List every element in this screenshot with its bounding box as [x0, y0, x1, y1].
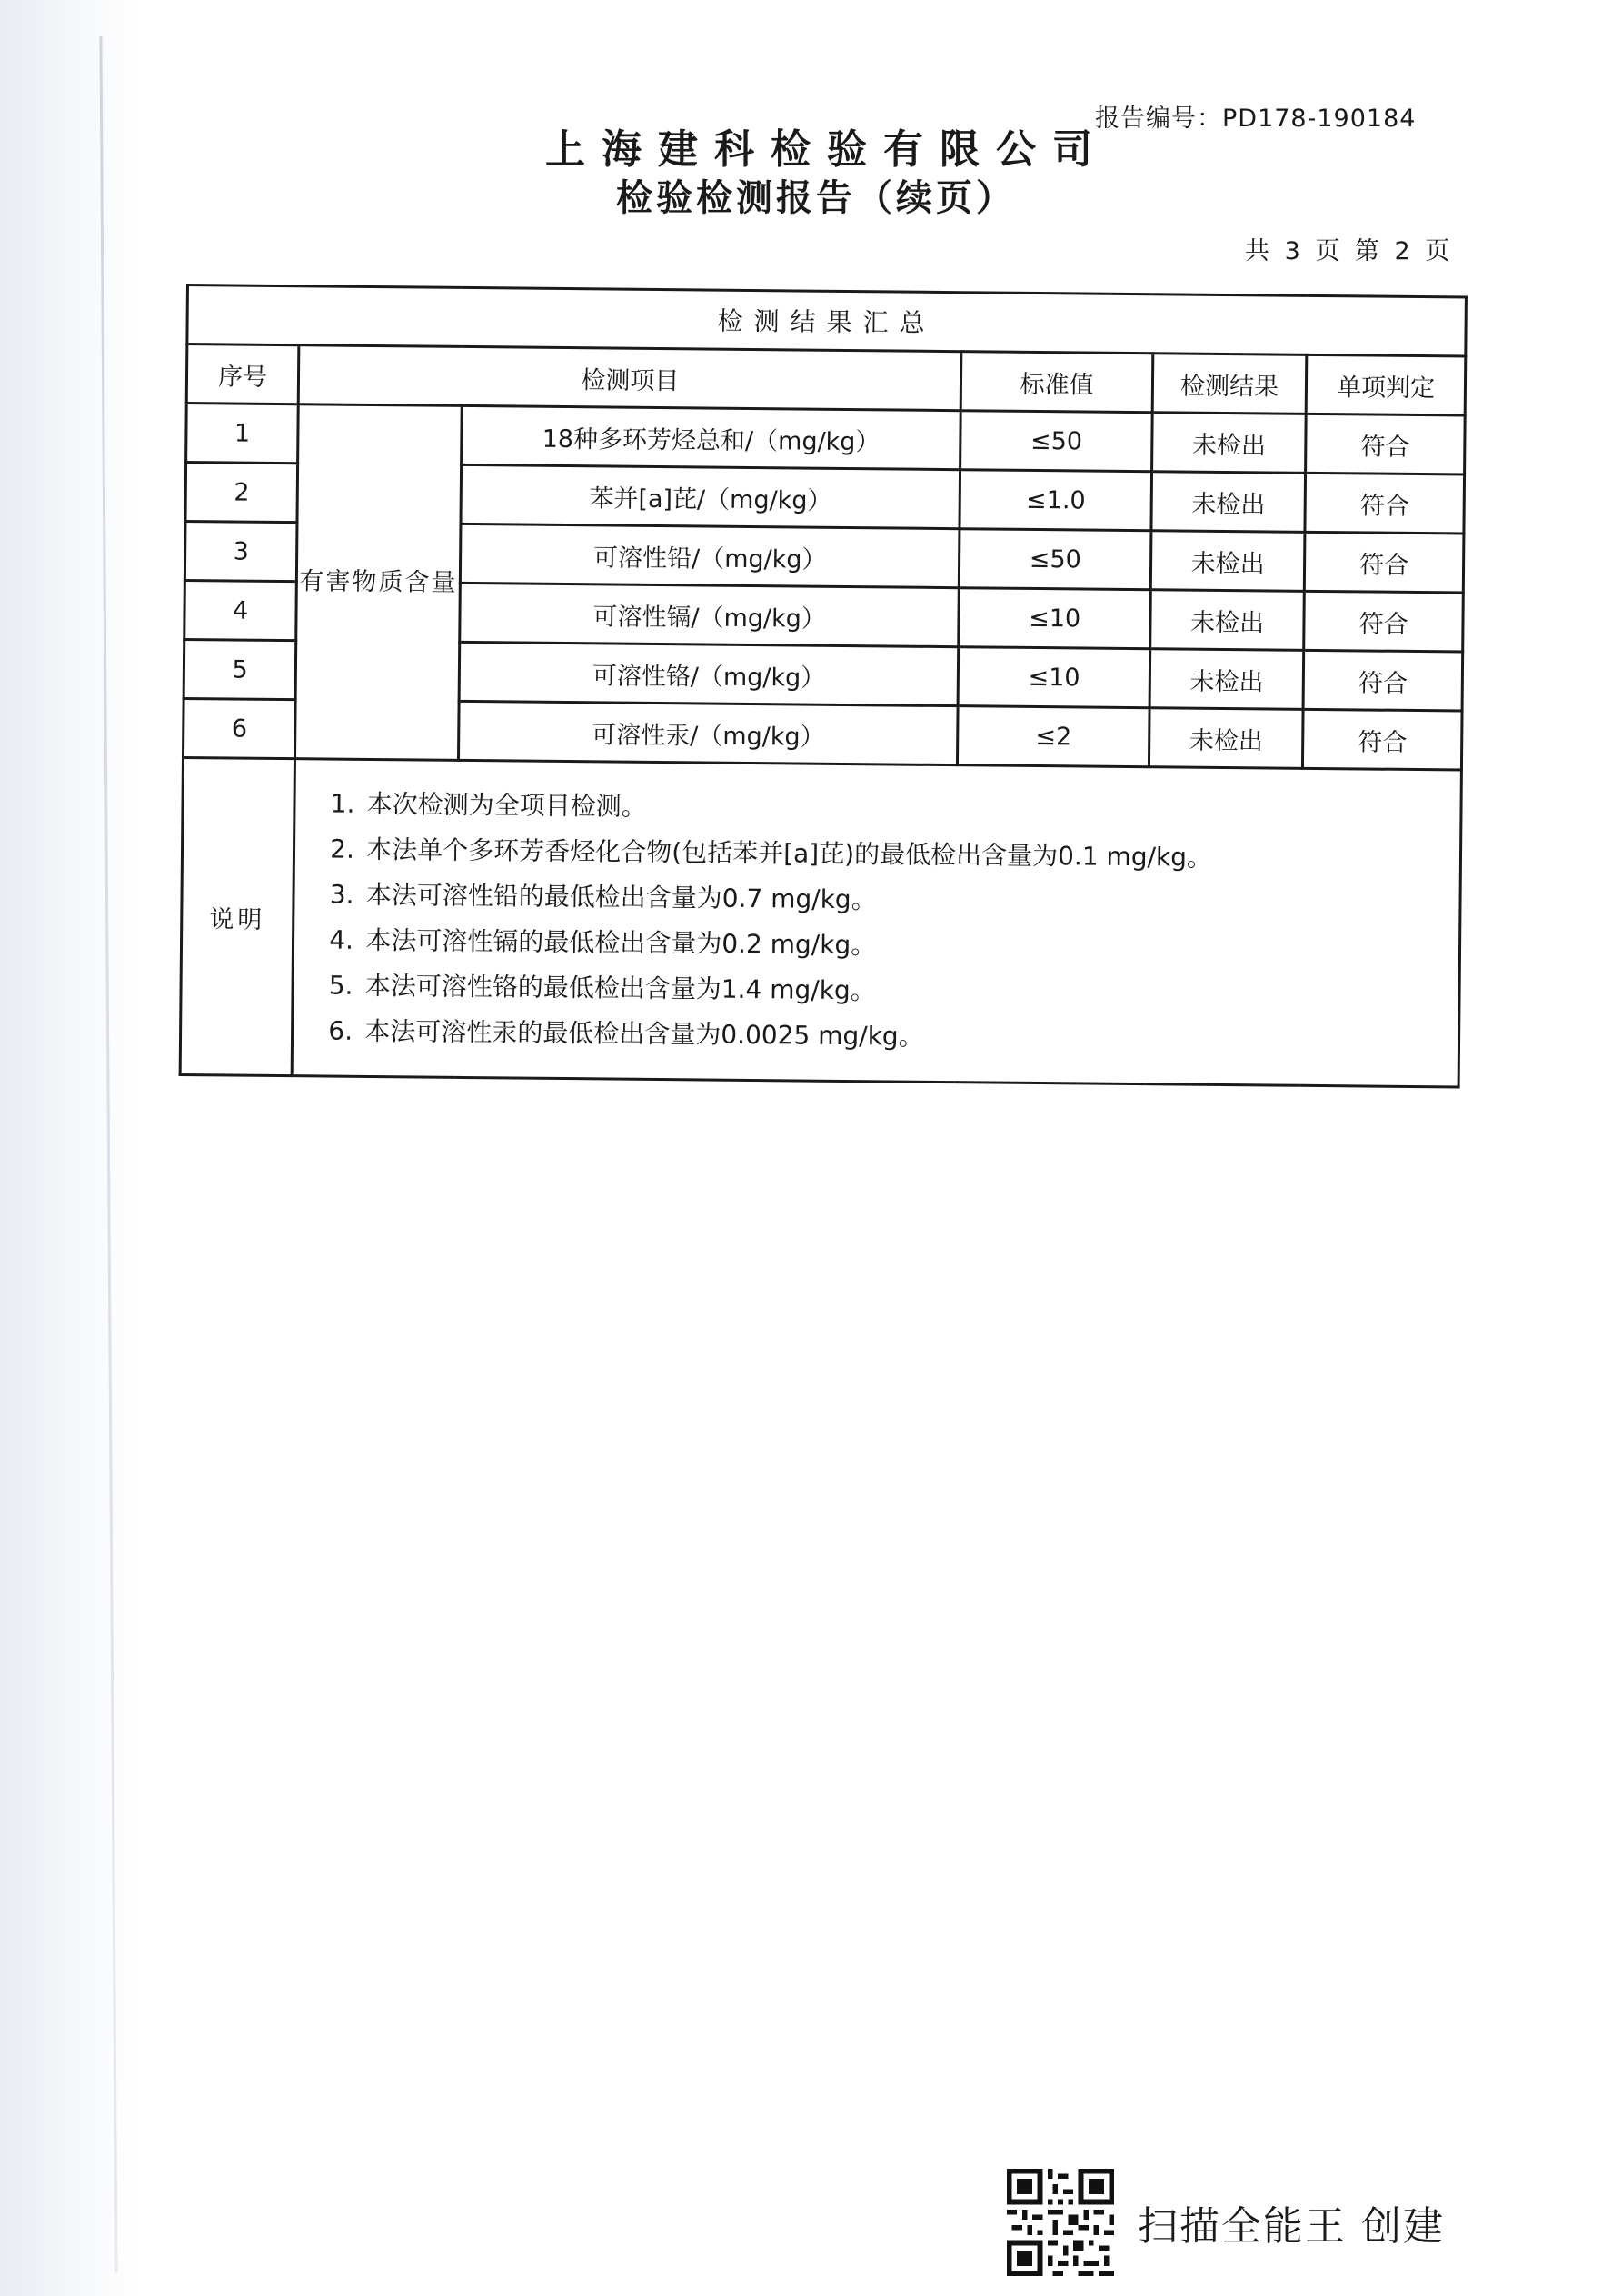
- report-number-label: 报告编号：: [1095, 105, 1222, 133]
- page-count: 共 3 页 第 2 页: [1245, 237, 1454, 265]
- note-number: 2.: [330, 834, 355, 864]
- row-seq: 5: [184, 639, 296, 699]
- row-judgment: 符合: [1305, 532, 1464, 593]
- row-judgment: 符合: [1303, 709, 1462, 770]
- row-item: 18种多环芳烃总和/（mg/kg）: [462, 405, 961, 469]
- note-number: 3.: [329, 879, 354, 910]
- row-result: 未检出: [1149, 649, 1304, 710]
- scanner-app-credit: 扫描全能王 创建: [1138, 2203, 1445, 2250]
- note-text: 本法可溶性汞的最低检出含量为0.0025 mg/kg。: [364, 1015, 924, 1052]
- row-seq: 6: [183, 698, 295, 758]
- note-text: 本次检测为全项目检测。: [366, 788, 647, 822]
- note-text: 本法可溶性铬的最低检出含量为1.4 mg/kg。: [364, 970, 876, 1006]
- summary-title: 检测结果汇总: [187, 285, 1467, 357]
- row-result: 未检出: [1151, 413, 1306, 474]
- note-number: 5.: [328, 970, 353, 1001]
- row-result: 未检出: [1151, 472, 1306, 533]
- col-header-judgment: 单项判定: [1307, 354, 1466, 415]
- table-row: [186, 404, 1466, 475]
- row-standard: ≤1.0: [960, 470, 1151, 531]
- row-judgment: 符合: [1303, 650, 1462, 711]
- row-standard: ≤10: [959, 588, 1150, 649]
- company-name: 上海建科检验有限公司: [545, 126, 1109, 173]
- row-result: 未检出: [1149, 708, 1303, 769]
- note-text: 本法可溶性铅的最低检出含量为0.7 mg/kg。: [365, 879, 877, 915]
- note-item: [328, 1009, 1458, 1065]
- notes-label: 说明: [180, 757, 295, 1075]
- row-result: 未检出: [1150, 531, 1305, 592]
- row-judgment: 符合: [1305, 473, 1464, 534]
- results-table: [179, 284, 1468, 1088]
- report-subtitle: 检验检测报告（续页）: [616, 177, 1016, 219]
- row-standard: ≤50: [960, 529, 1151, 590]
- row-seq: 2: [185, 463, 298, 523]
- report-number-value: PD178-190184: [1222, 105, 1417, 133]
- note-number: 4.: [329, 924, 354, 955]
- qr-code-icon: [1007, 2169, 1114, 2276]
- notes-list: [328, 782, 1460, 1065]
- row-standard: ≤2: [958, 706, 1149, 767]
- row-standard: ≤50: [960, 411, 1152, 472]
- col-header-seq: 序号: [186, 344, 299, 404]
- row-item: 可溶性汞/（mg/kg）: [458, 701, 958, 764]
- row-item: 可溶性镉/（mg/kg）: [460, 583, 960, 646]
- notes-cell: [292, 759, 1461, 1087]
- row-seq: 1: [186, 404, 299, 464]
- note-text: 本法单个多环芳香烃化合物(包括苯并[a]芘)的最低检出含量为0.1 mg/kg。: [366, 834, 1213, 873]
- row-seq: 3: [184, 522, 297, 582]
- row-standard: ≤10: [958, 647, 1149, 708]
- note-number: 1.: [330, 788, 355, 819]
- row-seq: 4: [184, 580, 297, 640]
- row-item: 可溶性铬/（mg/kg）: [459, 642, 959, 705]
- results-table-wrapper: [179, 284, 1468, 1088]
- notes-row: [180, 757, 1461, 1086]
- row-judgment: 符合: [1304, 591, 1463, 652]
- scanner-watermark: [1007, 2168, 1445, 2277]
- row-result: 未检出: [1150, 590, 1305, 651]
- row-item: 可溶性铅/（mg/kg）: [460, 524, 960, 587]
- col-header-result: 检测结果: [1152, 354, 1307, 414]
- col-header-item: 检测项目: [298, 345, 961, 411]
- col-header-standard: 标准值: [961, 352, 1153, 413]
- note-number: 6.: [328, 1015, 353, 1046]
- row-judgment: 符合: [1306, 414, 1465, 474]
- category-cell: 有害物质含量: [295, 404, 462, 761]
- report-number: [1095, 98, 1416, 134]
- row-item: 苯并[a]芘/（mg/kg）: [461, 464, 960, 528]
- note-text: 本法可溶性镉的最低检出含量为0.2 mg/kg。: [365, 924, 877, 961]
